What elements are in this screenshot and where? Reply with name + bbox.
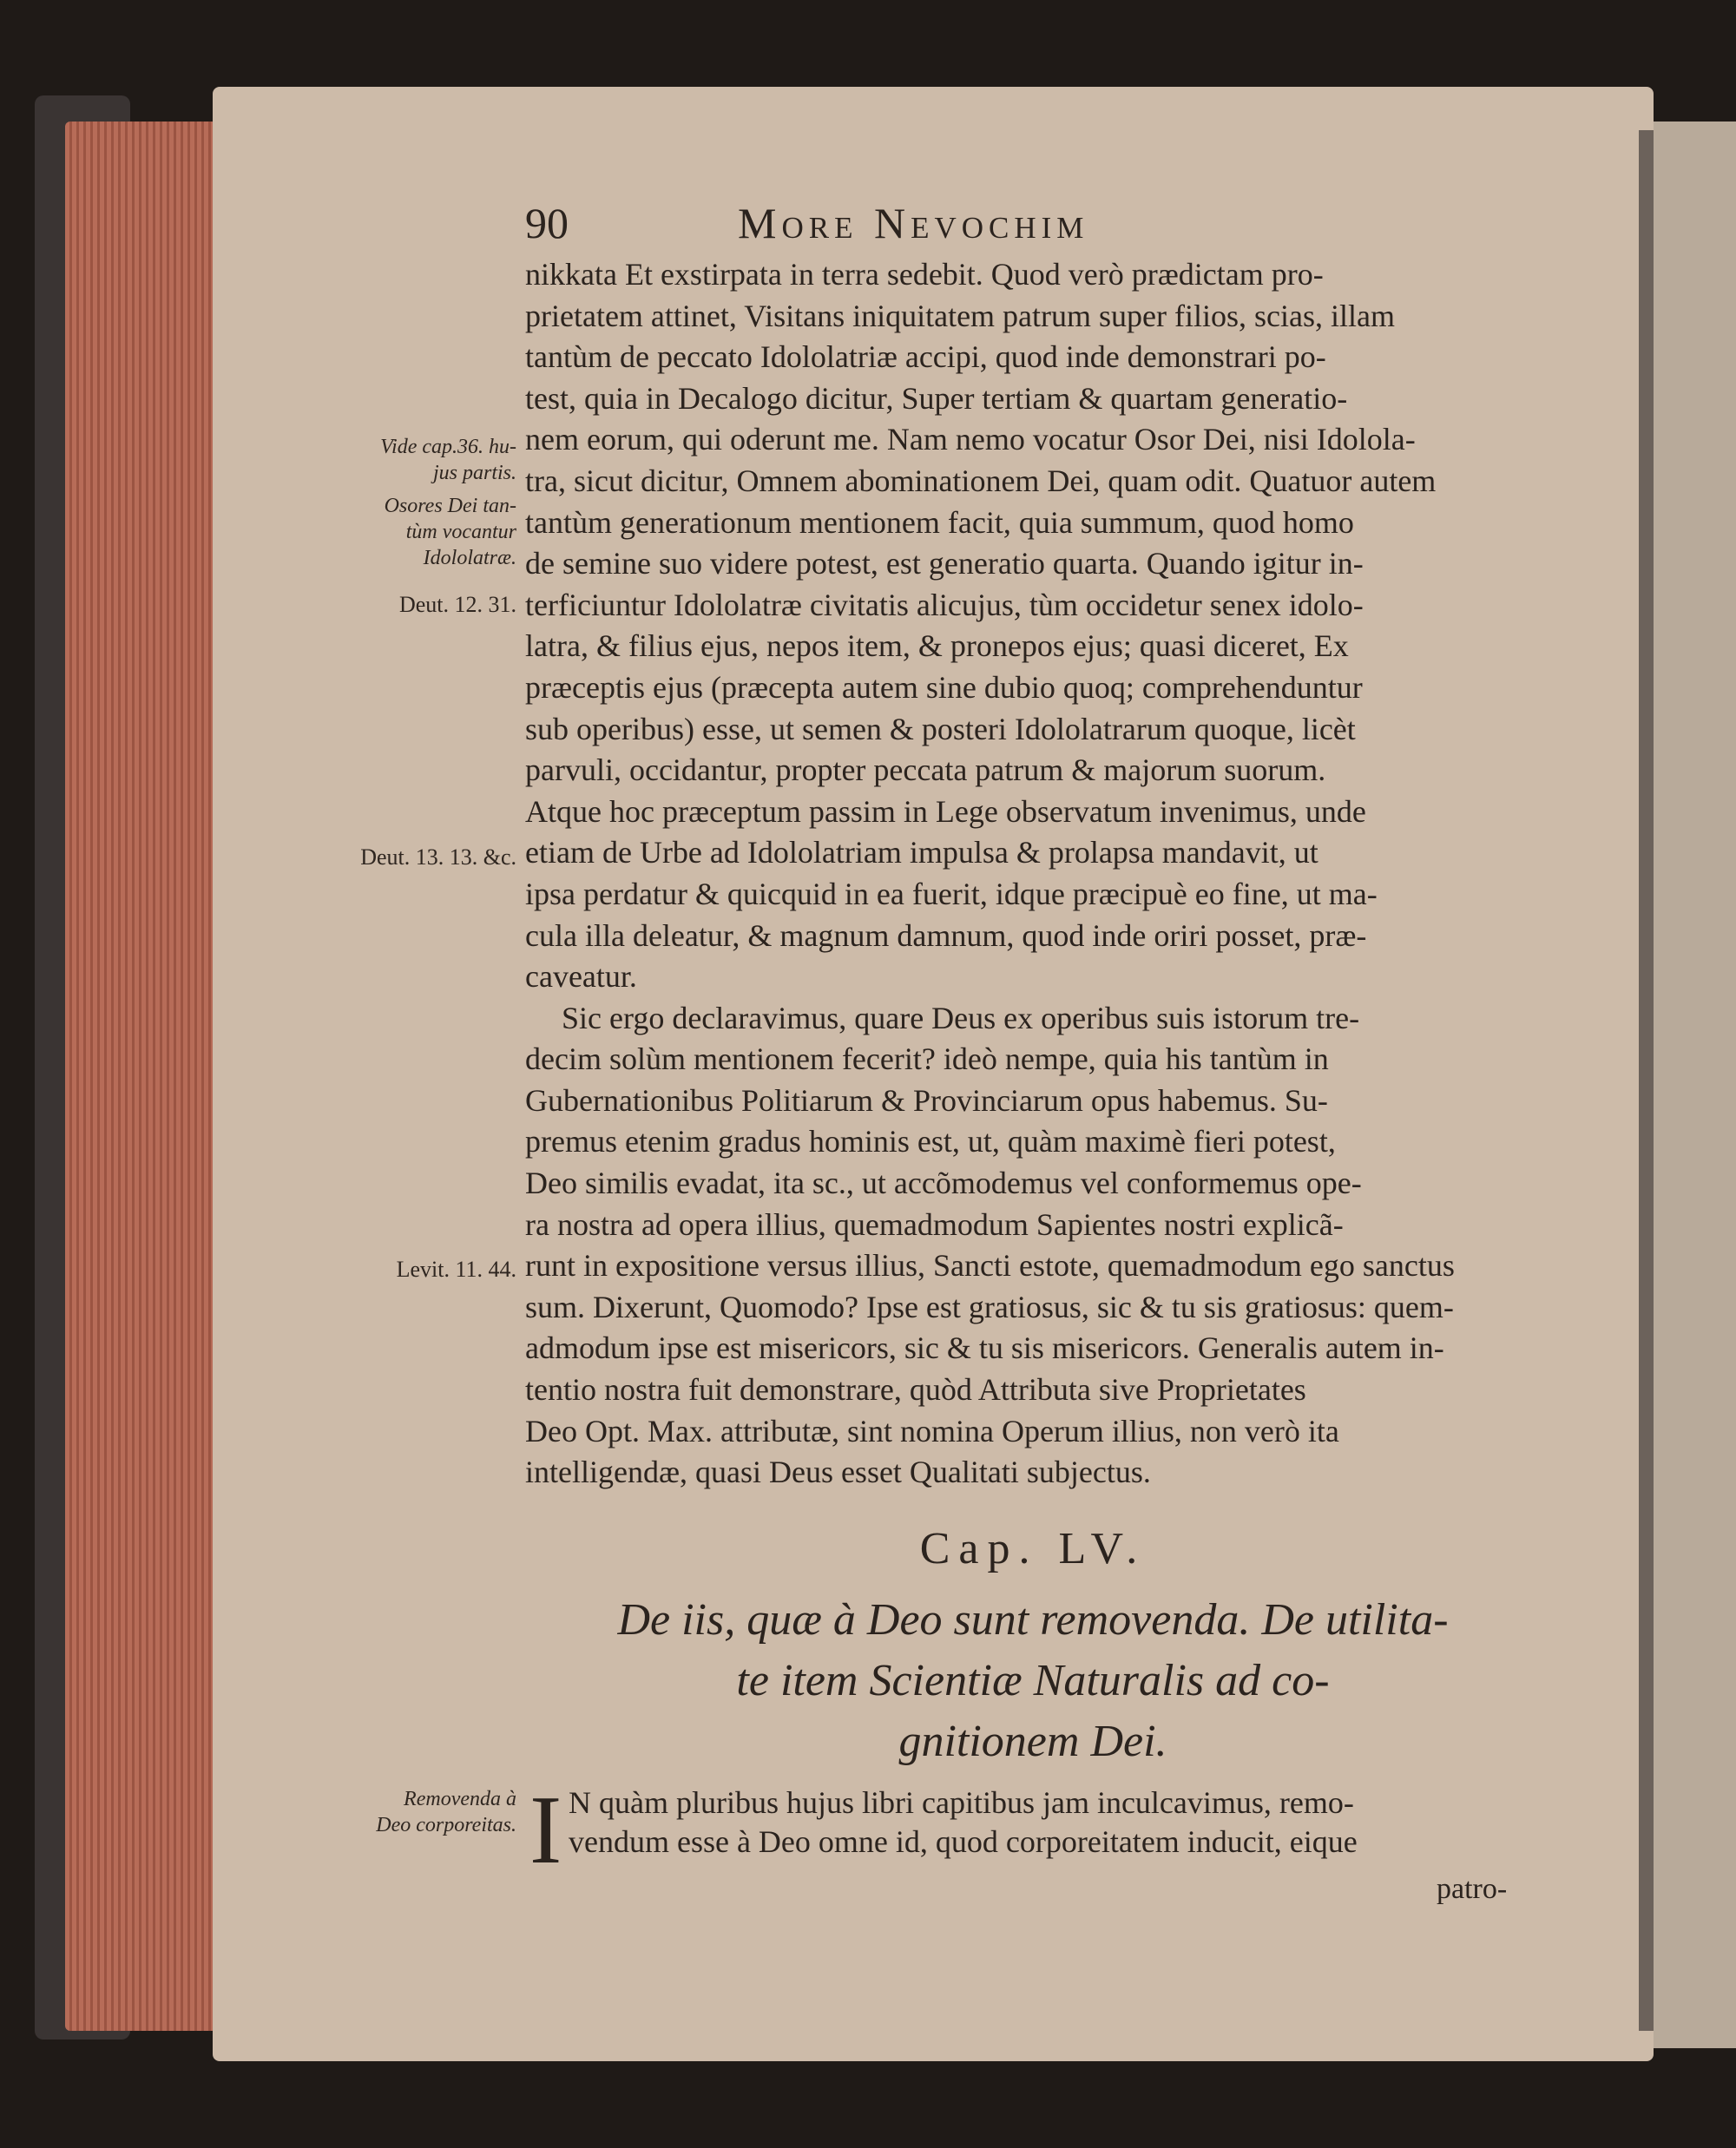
text-line: terficiuntur Idololatræ civitatis alicujus, tùm occidetur senex idolo- bbox=[525, 587, 1364, 622]
text-line: Atque hoc præceptum passim in Lege observatum invenimus, unde bbox=[525, 793, 1366, 829]
chapter-text bbox=[529, 1777, 1545, 1884]
chapter-title bbox=[521, 1590, 1545, 1772]
catchword: patro- bbox=[1437, 1873, 1508, 1905]
margin-note-osores bbox=[321, 493, 516, 571]
text-line: Deo Opt. Max. attributæ, sint nomina Operum illius, non verò ita bbox=[525, 1413, 1339, 1448]
chapter-title-line: te item Scientiæ Naturalis ad co- bbox=[736, 1656, 1330, 1705]
text-line: Gubernationibus Politiarum & Provinciarum opus habemus. Su- bbox=[525, 1082, 1328, 1118]
margin-note-line: Deo corporeitas. bbox=[376, 1814, 516, 1836]
chapter-title-line: De iis, quæ à Deo sunt removenda. De utilita- bbox=[617, 1595, 1449, 1645]
text-line: runt in expositione versus illius, Sancti estote, quemadmodum ego sanctus bbox=[525, 1248, 1455, 1284]
text-line: premus etenim gradus hominis est, ut, quàm maximè fieri potest, bbox=[525, 1124, 1336, 1159]
text-line: test, quia in Decalogo dicitur, Super tertiam & quartam generatio- bbox=[525, 380, 1348, 416]
page-header bbox=[525, 198, 1541, 250]
text-line: Sic ergo declaravimus, quare Deus ex operibus suis istorum tre- bbox=[562, 1000, 1360, 1035]
body-text bbox=[525, 254, 1541, 1494]
text-line: nem eorum, qui oderunt me. Nam nemo vocatur Osor Dei, nisi Idolola- bbox=[525, 422, 1416, 457]
text-line: intelligendæ, quasi Deus esset Qualitati subjectus. bbox=[525, 1455, 1151, 1490]
text-line: de semine suo videre potest, est generatio quarta. Quando igitur in- bbox=[525, 546, 1364, 581]
text-line: præceptis ejus (præcepta autem sine dubio quoq; comprehenduntur bbox=[525, 669, 1363, 705]
margin-note-line: Osores Dei tan- bbox=[384, 495, 516, 517]
text-line: prietatem attinet, Visitans iniquitatem patrum super filios, scias, illam bbox=[525, 298, 1395, 333]
text-line: admodum ipse est misericors, sic & tu sis misericors. Generalis autem in- bbox=[525, 1330, 1444, 1366]
margin-note-deut13: Deut. 13. 13. &c. bbox=[360, 844, 516, 870]
margin-note-line: Vide cap.36. hu- bbox=[380, 436, 516, 458]
margin-note-vide bbox=[321, 434, 516, 486]
text-line: tentio nostra fuit demonstrare, quòd Attributa sive Proprietates bbox=[525, 1372, 1306, 1408]
page-number: 90 bbox=[525, 199, 569, 247]
text-line: latra, & filius ejus, nepos item, & pronepos ejus; quasi diceret, Ex bbox=[525, 628, 1349, 664]
running-title: More Nevochim bbox=[738, 199, 1089, 247]
text-line: Deo similis evadat, ita sc., ut accõmodemus vel conformemus ope- bbox=[525, 1166, 1362, 1201]
text-line: tantùm generationum mentionem facit, quia summum, quod homo bbox=[525, 504, 1354, 540]
text-line: cula illa deleatur, & magnum damnum, quod inde oriri posset, præ- bbox=[525, 917, 1367, 953]
text-line: ipsa perdatur & quicquid in ea fuerit, idque præcipuè eo fine, ut ma- bbox=[525, 876, 1378, 911]
chapter-heading: Cap. LV. bbox=[919, 1524, 1147, 1573]
text-line: vendum esse à Deo omne id, quod corporeitatem inducit, eique bbox=[569, 1824, 1358, 1859]
text-line: parvuli, occidantur, propter peccata patrum & majorum suorum. bbox=[525, 752, 1326, 788]
text-line: etiam de Urbe ad Idololatriam impulsa & prolapsa mandavit, ut bbox=[525, 835, 1318, 870]
text-line: nikkata Et exstirpata in terra sedebit. Quod verò prædictam pro- bbox=[525, 257, 1324, 292]
margin-note-line: jus partis. bbox=[432, 462, 516, 484]
text-line: tra, sicut dicitur, Omnem abominationem Dei, quam odit. Quatuor autem bbox=[525, 463, 1437, 498]
facing-page bbox=[1654, 122, 1736, 2048]
margin-note-removenda bbox=[321, 1786, 516, 1838]
text-line: N quàm pluribus hujus libri capitibus jam inculcavimus, remo- bbox=[569, 1785, 1354, 1820]
margin-note-line: Idololatræ. bbox=[423, 547, 516, 569]
page-edges bbox=[65, 122, 217, 2031]
margin-note-levit: Levit. 11. 44. bbox=[396, 1257, 516, 1282]
margin-note-line: Removenda à bbox=[404, 1788, 516, 1810]
margin-note-deut12: Deut. 12. 31. bbox=[398, 592, 516, 617]
drop-cap: I bbox=[529, 1777, 562, 1884]
margin-note-line: tùm vocantur bbox=[405, 521, 516, 543]
text-line: sub operibus) esse, ut semen & posteri Idololatrarum quoque, licèt bbox=[525, 711, 1356, 746]
text-line: tantùm de peccato Idololatriæ accipi, quod inde demonstrari po- bbox=[525, 339, 1326, 375]
text-line: sum. Dixerunt, Quomodo? Ipse est gratiosus, sic & tu sis gratiosus: quem- bbox=[525, 1289, 1454, 1324]
text-line: decim solùm mentionem fecerit? ideò nempe, quia his tantùm in bbox=[525, 1041, 1329, 1077]
text-line: caveatur. bbox=[525, 959, 637, 995]
text-line: ra nostra ad opera illius, quemadmodum Sapientes nostri explicã- bbox=[525, 1206, 1344, 1242]
chapter-title-line: gnitionem Dei. bbox=[898, 1717, 1167, 1766]
